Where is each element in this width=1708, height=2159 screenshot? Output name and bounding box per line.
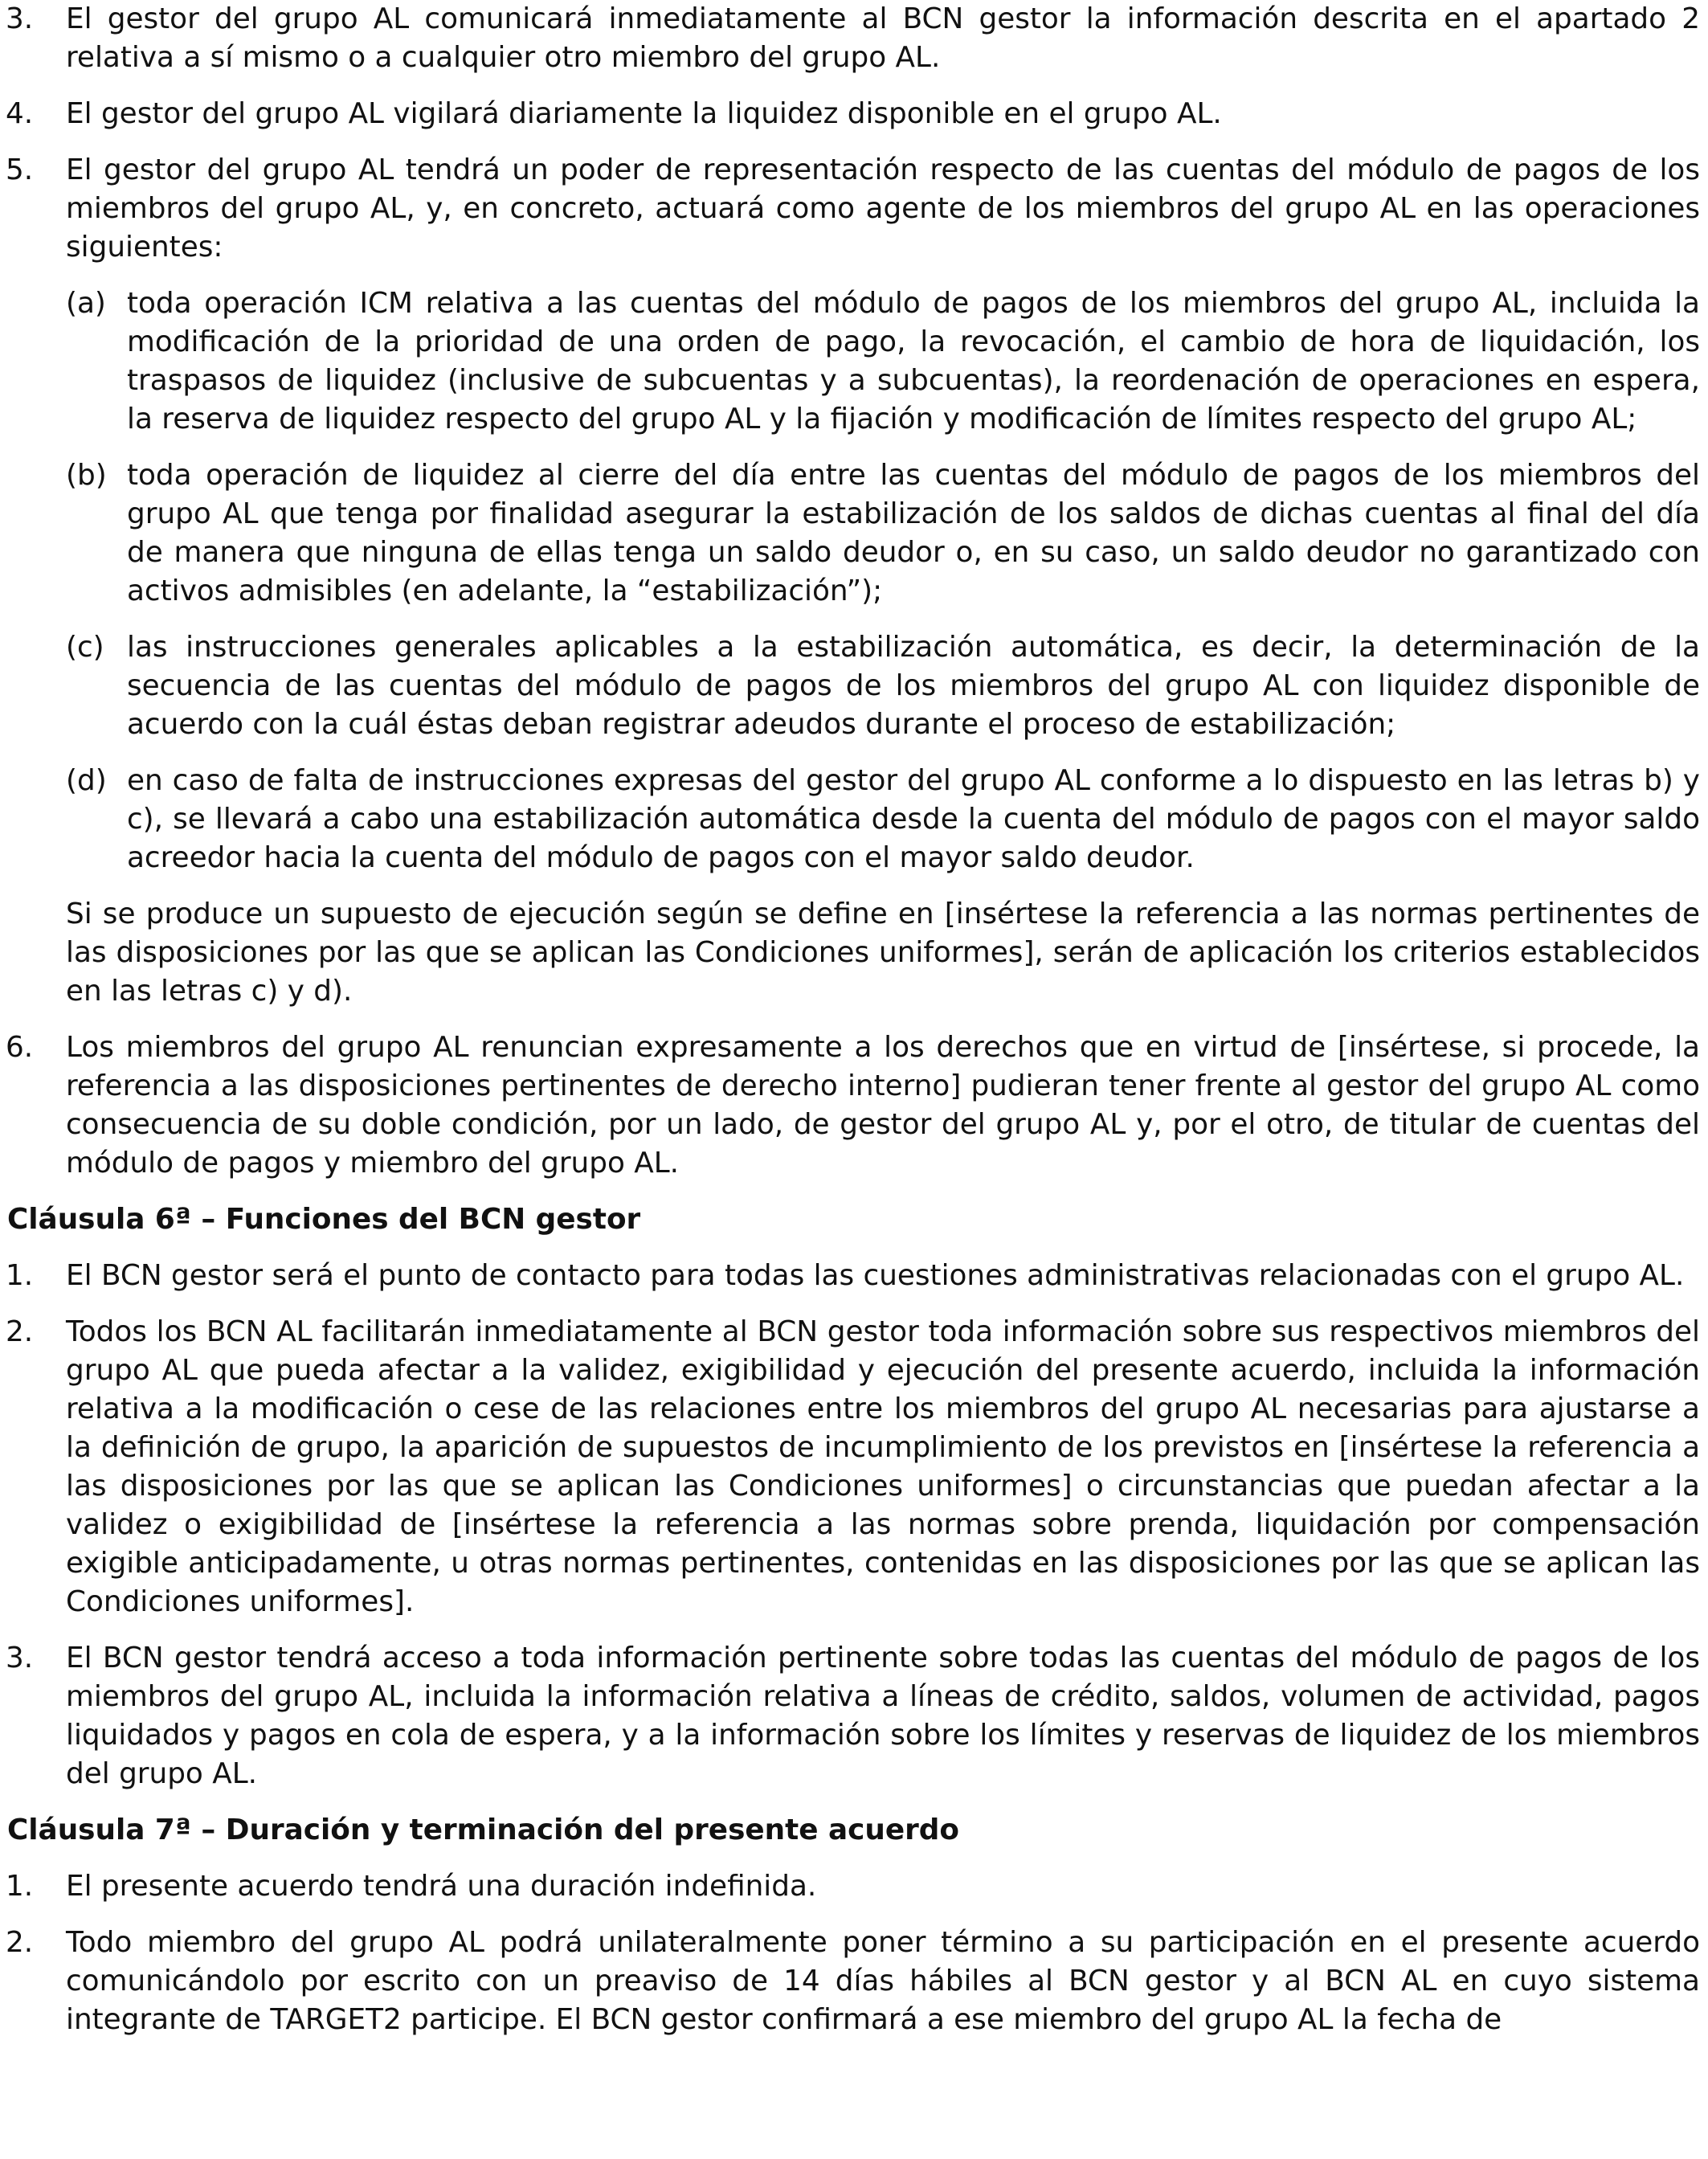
list-item-4 xyxy=(0,95,1708,133)
item-number: 2. xyxy=(6,1315,34,1348)
item-text: El BCN gestor será el punto de contacto para todas las cuestiones administrativas relacionadas con el grupo AL. xyxy=(66,1259,1685,1292)
sub-item-text: toda operación ICM relativa a las cuentas del módulo de pagos de los miembros del grupo AL, incluida la modificación de la prioridad de una orden de pago, la revocación, el cambio de hora de liquidación, los traspasos de liquidez (inclusive de subcuentas y a subcuentas), la reordenación de operaciones en espera, la reserva de liquidez respecto del grupo AL y la fijación y modificación de límites respecto del grupo AL; xyxy=(127,287,1700,435)
item-text: El BCN gestor tendrá acceso a toda información pertinente sobre todas las cuentas del módulo de pagos de los miembros del grupo AL, incluida la información relativa a líneas de crédito, saldos, volumen de actividad, pagos liquidados y pagos en cola de espera, y a la información sobre los límites y reservas de liquidez de los miembros del grupo AL. xyxy=(66,1642,1700,1790)
item-text: Todo miembro del grupo AL podrá unilateralmente poner término a su participación en el presente acuerdo comunicándolo por escrito con un preaviso de 14 días hábiles al BCN gestor y al BCN AL en cuyo sistema integrante de TARGET2 participe. El BCN gestor confirmará a ese miembro del grupo AL la fecha de xyxy=(66,1926,1700,2036)
list-item xyxy=(0,1639,1708,1793)
clause-6-list xyxy=(0,1257,1708,1793)
list-item xyxy=(0,1867,1708,1906)
sub-item-letter: (a) xyxy=(66,287,106,320)
list-item-3 xyxy=(0,0,1708,77)
item-text: El gestor del grupo AL tendrá un poder de representación respecto de las cuentas del módulo de pagos de los miembros del grupo AL, y, en concreto, actuará como agente de los miembros del grupo AL en las operaciones siguientes: xyxy=(66,153,1700,264)
item-text: El presente acuerdo tendrá una duración indefinida. xyxy=(66,1870,817,1903)
closing-paragraph: Si se produce un supuesto de ejecución según se define en [insértese la referencia a las normas pertinentes de las disposiciones por las que se aplican las Condiciones uniformes], serán de aplicación los criterios establecidos en las letras c) y d). xyxy=(66,898,1700,1008)
sub-item-text: las instrucciones generales aplicables a la estabilización automática, es decir, la determinación de la secuencia de las cuentas del módulo de pagos de los miembros del grupo AL con liquidez disponible de acuerdo con la cuál éstas deban registrar adeudos durante el proceso de estabilización; xyxy=(127,631,1700,741)
list-item-5 xyxy=(0,151,1708,267)
item-number: 3. xyxy=(6,2,34,35)
sub-item-text: toda operación de liquidez al cierre del día entre las cuentas del módulo de pagos de los miembros del grupo AL que tenga por finalidad asegurar la estabilización de los saldos de dichas cuentas al final del día de manera que ninguna de ellas tenga un saldo deudor o, en su caso, un saldo deudor no garantizado con activos admisibles (en adelante, la “estabilización”); xyxy=(127,459,1700,607)
sub-item-letter: (d) xyxy=(66,764,107,797)
item-number: 2. xyxy=(6,1926,34,1959)
sub-item-b xyxy=(0,456,1708,611)
list-item xyxy=(0,1924,1708,2039)
clause-7-list xyxy=(0,1867,1708,2039)
clause-6-heading: Cláusula 6ª – Funciones del BCN gestor xyxy=(7,1203,641,1236)
sub-item-d xyxy=(0,762,1708,877)
sub-item-letter: (c) xyxy=(66,631,104,664)
item-text: Todos los BCN AL facilitarán inmediatamente al BCN gestor toda información sobre sus respectivos miembros del grupo AL que pueda afectar a la validez, exigibilidad y ejecución del presente acuerdo, incluida la información relativa a la modificación o cese de las relaciones entre los miembros del grupo AL necesarias para ajustarse a la definición de grupo, la aparición de supuestos de incumplimiento de los previstos en [insértese la referencia a las disposiciones por las que se aplican las Condiciones uniformes] o circunstancias que puedan afectar a la validez o exigibilidad de [insértese la referencia a las normas sobre prenda, liquidación por compensación exigible anticipadamente, u otras normas pertinentes, contenidas en las disposiciones por las que se aplican las Condiciones uniformes]. xyxy=(66,1315,1700,1618)
sub-item-a xyxy=(0,284,1708,439)
item-number: 1. xyxy=(6,1259,34,1292)
item-number: 5. xyxy=(6,153,34,186)
item-number: 1. xyxy=(6,1870,34,1903)
list-item xyxy=(0,1257,1708,1295)
item-number: 4. xyxy=(6,97,34,130)
item-number: 3. xyxy=(6,1642,34,1674)
item-text: El gestor del grupo AL vigilará diariamente la liquidez disponible en el grupo AL. xyxy=(66,97,1222,130)
list-item xyxy=(0,1313,1708,1621)
item-number: 6. xyxy=(6,1031,34,1064)
clause-7-heading: Cláusula 7ª – Duración y terminación del presente acuerdo xyxy=(7,1813,960,1846)
list-item-6 xyxy=(0,1028,1708,1183)
sub-item-c xyxy=(0,628,1708,744)
sub-item-letter: (b) xyxy=(66,459,107,492)
sub-item-text: en caso de falta de instrucciones expresas del gestor del grupo AL conforme a lo dispuesto en las letras b) y c), se llevará a cabo una estabilización automática desde la cuenta del módulo de pagos con el mayor saldo acreedor hacia la cuenta del módulo de pagos con el mayor saldo deudor. xyxy=(127,764,1700,874)
item-text: El gestor del grupo AL comunicará inmediatamente al BCN gestor la información descrita en el apartado 2 relativa a sí mismo o a cualquier otro miembro del grupo AL. xyxy=(66,2,1700,74)
item-text: Los miembros del grupo AL renuncian expresamente a los derechos que en virtud de [insértese, si procede, la referencia a las disposiciones pertinentes de derecho interno] pudieran tener frente al gestor del grupo AL como consecuencia de su doble condición, por un lado, de gestor del grupo AL y, por el otro, de titular de cuentas del módulo de pagos y miembro del grupo AL. xyxy=(66,1031,1700,1180)
